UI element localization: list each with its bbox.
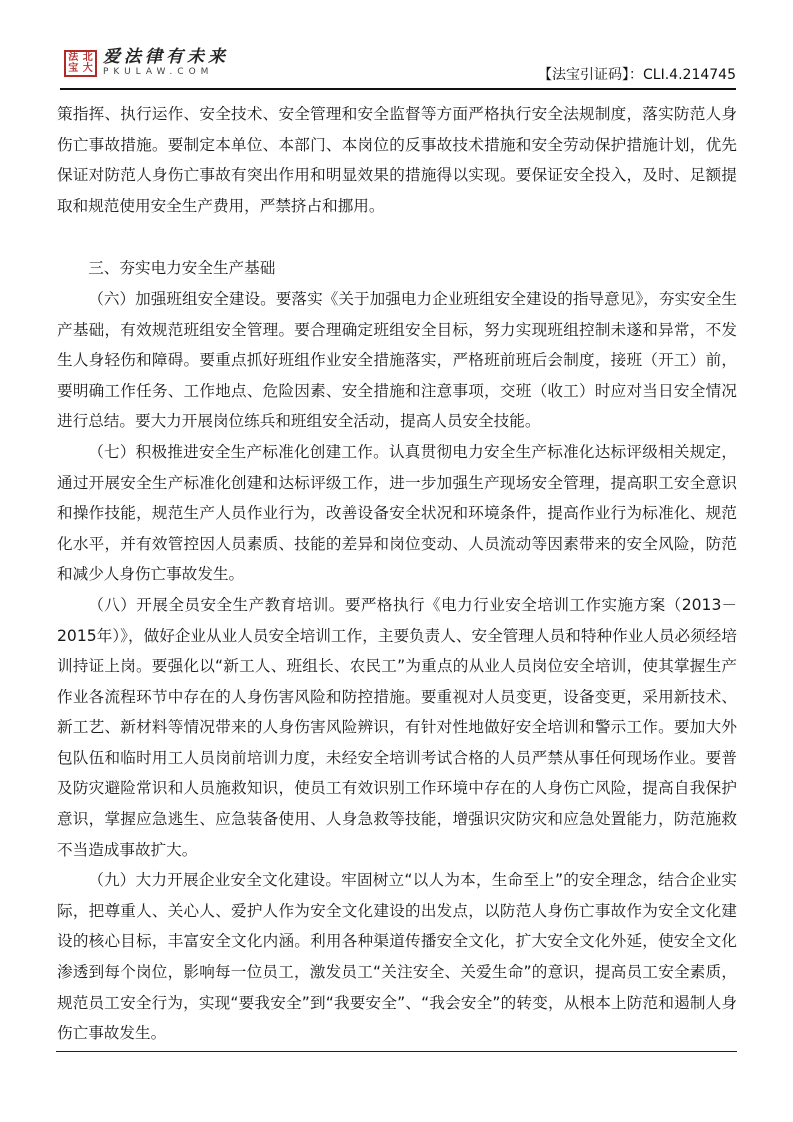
- logo-seal-icon: [64, 50, 97, 77]
- paragraph-six: （六）加强班组安全建设。要落实《关于加强电力企业班组安全建设的指导意见》，夯实安全生产基础，有效规范班组安全管理。要合理确定班组安全目标，努力实现班组控制未遂和异常，不发生人身轻伤和障碍。要重点抓好班组作业安全措施落实，严格班前班后会制度，接班（开工）前，要明确工作任务、工作地点、危险因素、安全措施和注意事项，交班（收工）时应对当日安全情况进行总结。要大力开展岗位练兵和班组安全活动，提高人员安全技能。: [57, 289, 737, 431]
- pkulaw-logo[interactable]: [64, 48, 229, 78]
- page-header: [60, 44, 736, 86]
- seal-char: 法: [68, 51, 79, 63]
- citation-code: 【法宝引证码】：CLI.4.214745: [538, 67, 736, 83]
- section-spacer: [57, 221, 737, 253]
- footer-divider: [56, 1051, 737, 1052]
- paragraph-seven: （七）积极推进安全生产标准化创建工作。认真贯彻电力安全生产标准化达标评级相关规定，通过开展安全生产标准化创建和达标评级工作，进一步加强生产现场安全管理，提高职工安全意识和操作技能，规范生产人员作业行为，改善设备安全状况和环境条件，提高作业行为标准化、规范化水平，并有效管控因人员素质、技能的差异和岗位变动、人员流动等因素带来的安全风险，防范和减少人身伤亡事故发生。: [57, 442, 737, 584]
- header-divider: [60, 88, 736, 90]
- section-heading: 三、夯实电力安全生产基础: [88, 259, 276, 278]
- paragraph-nine: （九）大力开展企业安全文化建设。牢固树立“以人为本，生命至上”的安全理念，结合企业实际，把尊重人、关心人、爱护人作为安全文化建设的出发点，以防范人身伤亡事故作为安全文化建设的核心目标，丰富安全文化内涵。利用各种渠道传播安全文化，扩大安全文化外延，使安全文化渗透到每个岗位，影响每一位员工，激发员工“关注安全、关爱生命”的意识，提高员工安全素质，规范员工安全行为，实现“要我安全”到“我要安全”、“我会安全”的转变，从根本上防范和遏制人身伤亡事故发生。: [57, 871, 737, 1043]
- document-body: [57, 99, 737, 1049]
- brand-domain: PKULAW.COM: [103, 67, 214, 77]
- seal-char: 北: [82, 51, 93, 63]
- seal-char: 大: [82, 63, 93, 74]
- paragraph-eight: （八）开展全员安全生产教育培训。要严格执行《电力行业安全培训工作实施方案（2013－2015年）》，做好企业从业人员安全培训工作，主要负责人、安全管理人员和特种作业人员必须经培训持证上岗。要强化以“新工人、班组长、农民工”为重点的从业人员岗位安全培训，使其掌握生产作业各流程环节中存在的人身伤害风险和防控措施。要重视对人员变更，设备变更，采用新技术、新工艺、新材料等情况带来的人身伤害风险辨识，有针对性地做好安全培训和警示工作。要加大外包队伍和临时用工人员岗前培训力度，未经安全培训考试合格的人员严禁从事任何现场作业。要普及防灾避险常识和人员施救知识，使员工有效识别工作环境中存在的人身伤亡风险，提高自我保护意识，掌握应急逃生、应急装备使用、人身急救等技能，增强识灾防灾和应急处置能力，防范施救不当造成事故扩大。: [57, 595, 737, 859]
- intro-paragraph: 策指挥、执行运作、安全技术、安全管理和安全监督等方面严格执行安全法规制度，落实防范人身伤亡事故措施。要制定本单位、本部门、本岗位的反事故技术措施和安全劳动保护措施计划，优先保证对防范人身伤亡事故有突出作用和明显效果的措施得以实现。要保证安全投入，及时、足额提取和规范使用安全生产费用，严禁挤占和挪用。: [57, 105, 737, 215]
- logo-brand: [103, 49, 229, 77]
- seal-char: 宝: [68, 63, 79, 74]
- brand-slogan: 爱法律有未来: [103, 47, 229, 67]
